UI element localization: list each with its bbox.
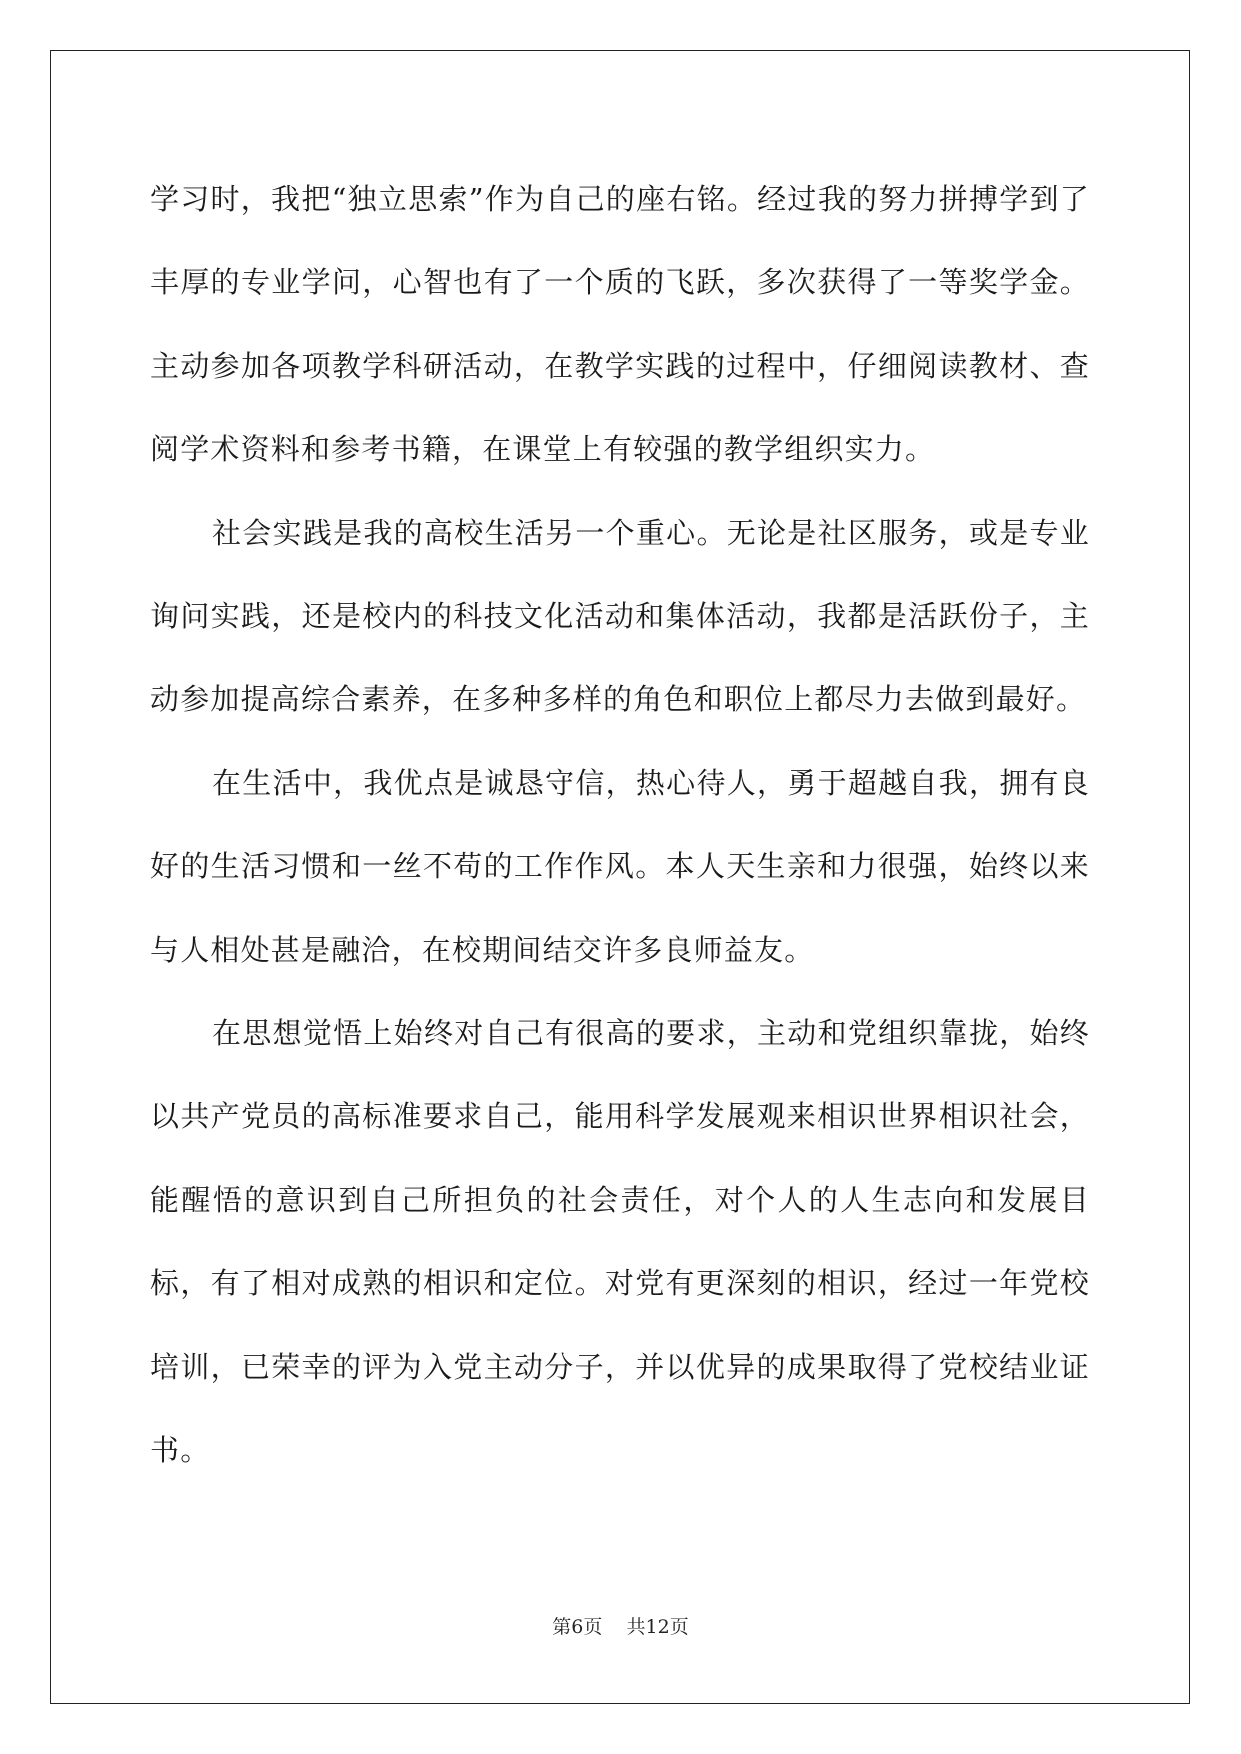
footer-spacer [602,1616,626,1638]
paragraph-2: 社会实践是我的高校生活另一个重心。无论是社区服务，或是专业询问实践，还是校内的科技文化活动和集体活动，我都是活跃份子，主动参加提高综合素养，在多种多样的角色和职位上都尽力去做到最好。 [150,515,1090,717]
page-footer [0,1612,1241,1639]
paragraph-1: 学习时，我把“独立思索”作为自己的座右铭。经过我的努力拼搏学到了丰厚的专业学问，心智也有了一个质的飞跃，多次获得了一等奖学金。主动参加各项教学科研活动，在教学实践的过程中，仔细阅读教材、查阅学术资料和参考书籍，在课堂上有较强的教学组织实力。 [150,182,1090,467]
paragraph-3: 在生活中，我优点是诚恳守信，热心待人，勇于超越自我，拥有良好的生活习惯和一丝不苟的工作作风。本人天生亲和力很强，始终以来与人相处甚是融洽，在校期间结交许多良师益友。 [150,765,1090,967]
paragraph-4: 在思想觉悟上始终对自己有很高的要求，主动和党组织靠拢，始终以共产党员的高标准要求自己，能用科学发展观来相识世界相识社会，能醒悟的意识到自己所担负的社会责任，对个人的人生志向和发展目标，有了相对成熟的相识和定位。对党有更深刻的相识，经过一年党校培训，已荣幸的评为入党主动分子，并以优异的成果取得了党校结业证书。 [150,1016,1090,1468]
page-number: 第6页 [552,1616,603,1638]
document-body [150,158,1090,1493]
page-total: 共12页 [626,1616,689,1638]
